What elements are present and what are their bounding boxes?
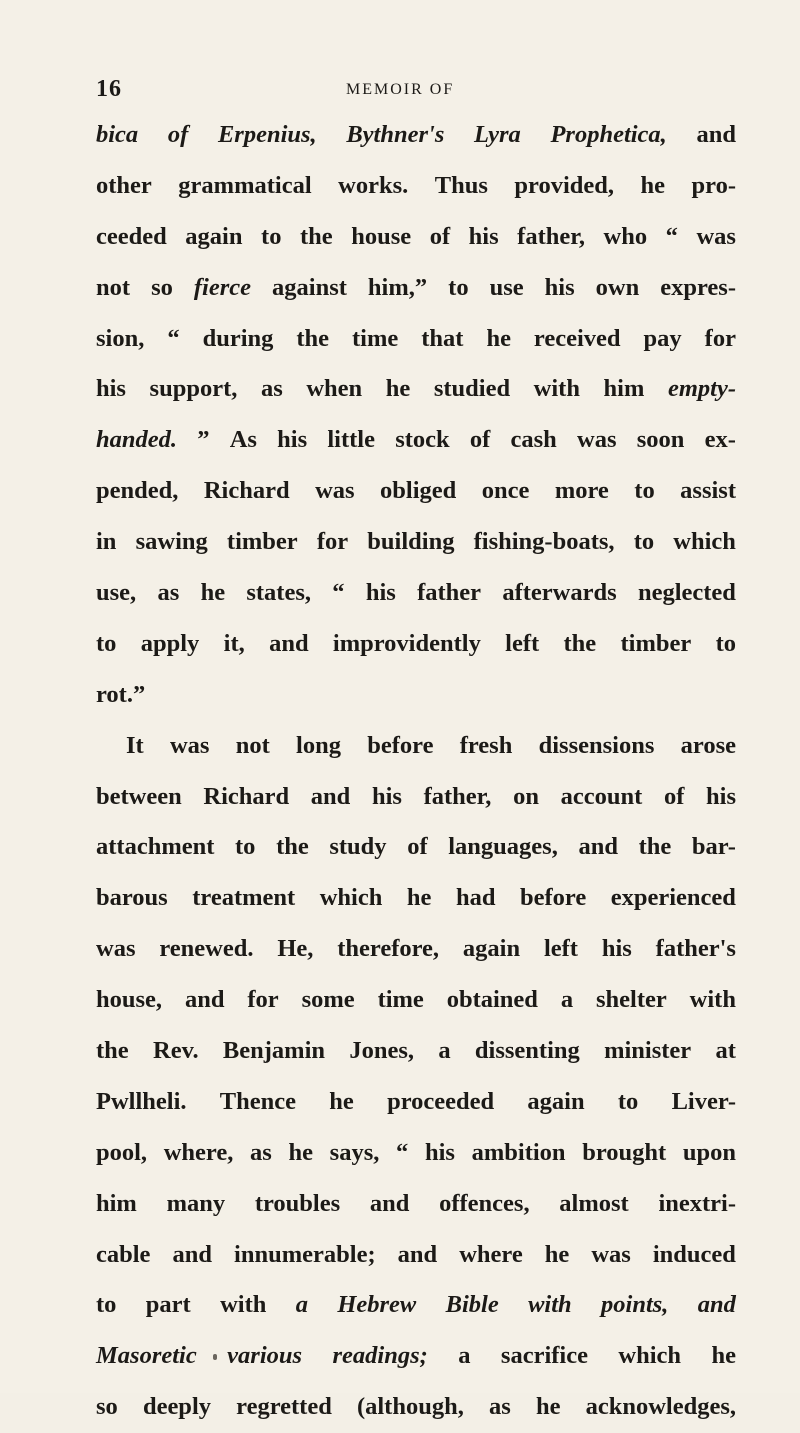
word: Jones, <box>349 1037 415 1065</box>
word: his <box>468 222 499 250</box>
word: to <box>715 629 736 657</box>
word: once <box>481 477 530 505</box>
text-line <box>96 721 736 772</box>
word: cash <box>510 426 557 454</box>
word: the <box>96 1037 129 1065</box>
word: his <box>371 782 402 810</box>
word: bar- <box>691 833 736 861</box>
word: again <box>185 222 243 250</box>
text-line <box>96 1179 736 1230</box>
word: with <box>220 1291 267 1319</box>
word: pended, <box>96 477 179 505</box>
word: his <box>277 426 308 454</box>
word: treatment <box>192 884 296 912</box>
word: with <box>528 1291 572 1319</box>
word: readings; <box>332 1342 428 1370</box>
word: his <box>424 1138 455 1166</box>
text-line <box>96 772 736 823</box>
print-speck <box>213 1354 217 1360</box>
word: states, <box>246 579 311 607</box>
text-line <box>96 822 736 873</box>
word: father's <box>655 935 736 963</box>
text-line <box>96 314 736 365</box>
word: timber <box>620 629 692 657</box>
word: and <box>397 1240 438 1268</box>
word: pay <box>643 324 682 352</box>
word: was <box>591 1240 631 1268</box>
word: ambition <box>471 1138 566 1166</box>
word: Benjamin <box>222 1037 326 1065</box>
word: use, <box>96 579 137 607</box>
word: building <box>367 528 455 556</box>
word: between <box>96 782 182 810</box>
text-line <box>96 212 736 263</box>
word: stock <box>395 426 450 454</box>
word: the <box>638 833 672 861</box>
word: more <box>554 477 609 505</box>
word: other <box>96 171 152 199</box>
word: his <box>706 782 736 810</box>
word: time <box>377 986 424 1014</box>
text-line <box>96 263 736 314</box>
word: and <box>172 1240 212 1268</box>
word: where, <box>163 1138 234 1166</box>
word: “ <box>665 222 678 250</box>
word: in <box>96 528 117 556</box>
word: of <box>663 782 685 810</box>
word: a <box>295 1291 308 1319</box>
word: to <box>235 833 256 861</box>
word: pro- <box>691 171 736 199</box>
word: ceeded <box>96 222 167 250</box>
word: empty- <box>667 375 736 403</box>
word: was <box>169 731 210 759</box>
word: Lyra <box>474 121 521 148</box>
word: therefore, <box>337 935 440 963</box>
word: brought <box>582 1138 667 1166</box>
word: own <box>595 273 640 301</box>
word: and <box>697 1291 736 1319</box>
word: and <box>310 782 351 810</box>
word: the <box>563 629 597 657</box>
word: to <box>96 629 117 657</box>
word: experienced <box>610 884 736 912</box>
word: he <box>711 1342 736 1370</box>
word: says, <box>329 1138 380 1166</box>
word: apply <box>140 629 200 657</box>
word: a <box>458 1342 471 1370</box>
word: induced <box>652 1240 736 1268</box>
word: “ <box>332 579 345 607</box>
word: improvidently <box>332 629 481 657</box>
word: acknowledges, <box>585 1393 736 1421</box>
word: father <box>417 579 482 607</box>
text-line <box>96 1280 736 1331</box>
word: Erpenius, <box>217 121 317 148</box>
word: so <box>96 1393 118 1421</box>
word: against <box>272 273 347 301</box>
word: offences, <box>439 1189 530 1217</box>
word: him <box>603 375 645 403</box>
word: Rev. <box>153 1037 199 1065</box>
word: upon <box>682 1138 736 1166</box>
word: a <box>560 986 574 1014</box>
body-text <box>96 110 736 1433</box>
word: as <box>489 1393 511 1421</box>
word: which <box>673 528 736 556</box>
text-line <box>96 619 736 670</box>
text-line <box>96 1331 736 1382</box>
text-line <box>96 110 736 161</box>
word: languages, <box>448 833 558 861</box>
word: and <box>269 629 309 657</box>
word: innumerable; <box>234 1240 376 1268</box>
word: of <box>469 426 491 454</box>
word: deeply <box>142 1393 211 1421</box>
word: Prophetica, <box>550 121 667 148</box>
word: house <box>351 222 412 250</box>
word: his <box>365 579 396 607</box>
word: many <box>166 1189 226 1217</box>
word: time <box>352 324 399 352</box>
word: studied <box>433 375 511 403</box>
word: had <box>455 884 496 912</box>
word: as <box>250 1138 272 1166</box>
word: he <box>329 1087 354 1115</box>
word: shelter <box>596 986 667 1014</box>
word: he <box>385 375 411 403</box>
word: “ <box>396 1138 409 1166</box>
word: use <box>489 273 524 301</box>
word: study <box>329 833 387 861</box>
word: soon <box>636 426 685 454</box>
word: he <box>406 884 432 912</box>
word: account <box>560 782 643 810</box>
word: for <box>316 528 349 556</box>
word: arose <box>680 731 736 759</box>
word: rot.” <box>96 680 146 708</box>
text-line <box>96 1026 736 1077</box>
word: again <box>527 1087 585 1115</box>
word: where <box>459 1240 523 1268</box>
word: of <box>407 833 428 861</box>
page-header <box>96 76 736 106</box>
word: regretted <box>236 1393 332 1421</box>
word: renewed. <box>159 935 254 963</box>
text-line <box>96 517 736 568</box>
text-line <box>96 1128 736 1179</box>
text-line <box>96 1230 736 1281</box>
word: ” <box>197 426 210 454</box>
word: It <box>126 731 144 759</box>
text-line <box>96 568 736 619</box>
word: (although, <box>356 1393 464 1421</box>
word: part <box>145 1291 191 1319</box>
word: when <box>306 375 363 403</box>
word: some <box>301 986 355 1014</box>
page-number: 16 <box>96 76 122 102</box>
word: before <box>519 884 587 912</box>
word: and <box>578 833 618 861</box>
word: proceeded <box>387 1087 495 1115</box>
word: attachment <box>96 833 215 861</box>
word: received <box>533 324 621 352</box>
word: was <box>696 222 736 250</box>
word: long <box>296 731 341 759</box>
word: inextri- <box>658 1189 736 1217</box>
word: father, <box>517 222 585 250</box>
text-line <box>96 670 736 721</box>
word: grammatical <box>178 171 312 199</box>
text-line <box>96 1077 736 1128</box>
word: was <box>96 935 136 963</box>
word: who <box>603 222 648 250</box>
word: the <box>276 833 309 861</box>
word: for <box>704 324 736 352</box>
word: and <box>184 986 225 1014</box>
word: Hebrew <box>337 1291 417 1319</box>
text-line <box>96 466 736 517</box>
word: neglected <box>637 579 736 607</box>
word: Richard <box>203 477 290 505</box>
word: various <box>227 1342 303 1370</box>
word: provided, <box>514 171 615 199</box>
word: his <box>544 273 575 301</box>
word: during <box>202 324 274 352</box>
text-line <box>96 1382 736 1433</box>
word: before <box>367 731 434 759</box>
word: dissensions <box>538 731 655 759</box>
word: points, <box>601 1291 669 1319</box>
word: with <box>689 986 736 1014</box>
word: as <box>260 375 283 403</box>
word: handed. <box>96 426 178 454</box>
word: left <box>543 935 578 963</box>
text-line <box>96 975 736 1026</box>
word: him <box>96 1189 137 1217</box>
word: he <box>640 171 666 199</box>
word: troubles <box>254 1189 341 1217</box>
word: sacrifice <box>500 1342 588 1370</box>
word: Masoretic <box>96 1342 197 1370</box>
word: him,” <box>367 273 428 301</box>
word: which <box>319 884 383 912</box>
word: he <box>544 1240 570 1268</box>
word: fresh <box>459 731 513 759</box>
word: sawing <box>135 528 208 556</box>
word: again <box>462 935 521 963</box>
word: he <box>486 324 511 352</box>
word: and <box>369 1189 410 1217</box>
word: timber <box>226 528 298 556</box>
word: to <box>96 1291 117 1319</box>
word: Bythner's <box>346 121 445 148</box>
word: it, <box>223 629 245 657</box>
word: minister <box>604 1037 692 1065</box>
word: cable <box>96 1240 151 1268</box>
word: the <box>296 324 330 352</box>
word: Thus <box>434 171 488 199</box>
word: works. <box>338 171 409 199</box>
word: to <box>617 1087 639 1115</box>
word: a <box>438 1037 451 1065</box>
word: sion, <box>96 324 145 352</box>
word: was <box>577 426 617 454</box>
word: to <box>448 273 469 301</box>
word: assist <box>680 477 736 505</box>
word: so <box>151 273 173 301</box>
word: almost <box>559 1189 629 1217</box>
word: bica <box>96 121 139 148</box>
word: for <box>247 986 279 1014</box>
word: at <box>715 1037 736 1065</box>
word: He, <box>277 935 314 963</box>
word: with <box>533 375 580 403</box>
word: support, <box>149 375 238 403</box>
word: obtained <box>446 986 538 1014</box>
word: house, <box>96 986 163 1014</box>
text-line <box>96 415 736 466</box>
word: fishing-boats, <box>473 528 615 556</box>
text-line <box>96 364 736 415</box>
word: Pwllheli. <box>96 1087 187 1115</box>
word: Liver- <box>671 1087 736 1115</box>
running-head: MEMOIR OF <box>346 81 455 98</box>
word: pool, <box>96 1138 148 1166</box>
word: and <box>696 121 736 148</box>
word: was <box>315 477 355 505</box>
word: the <box>300 222 333 250</box>
word: Richard <box>203 782 290 810</box>
word: little <box>327 426 375 454</box>
text-line <box>96 924 736 975</box>
text-line <box>96 161 736 212</box>
word: to <box>634 477 655 505</box>
word: “ <box>167 324 180 352</box>
word: Thence <box>219 1087 297 1115</box>
word: As <box>229 426 257 454</box>
word: barous <box>96 884 168 912</box>
word: not <box>235 731 270 759</box>
word: expres- <box>660 273 736 301</box>
word: which <box>618 1342 682 1370</box>
word: he <box>200 579 226 607</box>
word: to <box>633 528 655 556</box>
text-line <box>96 873 736 924</box>
word: on <box>513 782 539 810</box>
word: his <box>96 375 126 403</box>
word: left <box>505 629 540 657</box>
word: of <box>429 222 451 250</box>
word: he <box>535 1393 561 1421</box>
word: as <box>157 579 180 607</box>
word: of <box>167 121 189 148</box>
word: Bible <box>445 1291 499 1319</box>
word: that <box>421 324 464 352</box>
word: he <box>288 1138 313 1166</box>
word: obliged <box>380 477 457 505</box>
word: afterwards <box>502 579 617 607</box>
word: not <box>96 273 131 301</box>
word: his <box>601 935 632 963</box>
word: dissenting <box>474 1037 580 1065</box>
word: ex- <box>704 426 736 454</box>
word: to <box>261 222 282 250</box>
word: father, <box>423 782 492 810</box>
word: fierce <box>193 273 251 301</box>
